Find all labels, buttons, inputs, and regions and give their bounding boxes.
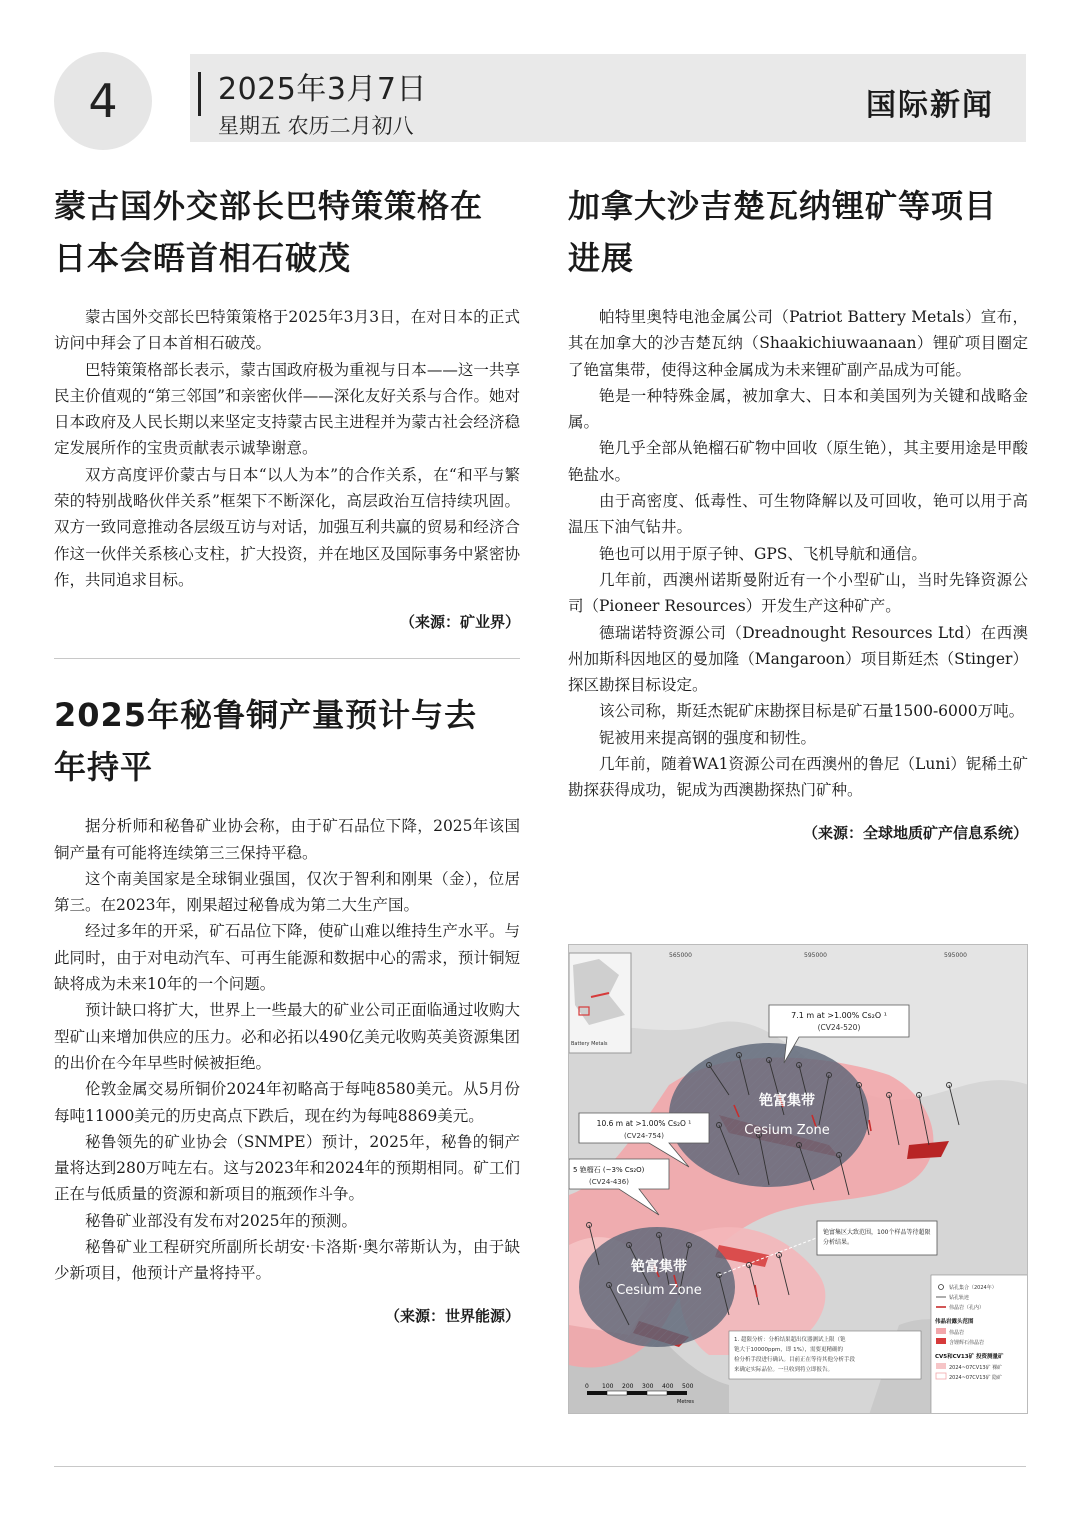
paragraph: 巴特策策格部长表示，蒙古国政府极为重视与日本——这一共享民主价值观的“第三邻国”和亲密伙伴——深化友好关系与合作。她对日本政府及人民长期以来坚定支持蒙古民主进程并为蒙古社会经济稳定发展所作的宝贵贡献表示诚挚谢意。 bbox=[54, 360, 520, 458]
paragraph: 秘鲁矿业部没有发布对2025年的预测。 bbox=[85, 1211, 357, 1230]
paragraph: 几年前，西澳州诺斯曼附近有一个小型矿山，当时先锋资源公司（Pioneer Resources）开发生产这种矿产。 bbox=[568, 570, 1028, 616]
note-text: 铯富集区大致范围，100个样品等待超限 bbox=[823, 1229, 931, 1236]
article-canada-lithium bbox=[568, 180, 1028, 843]
paragraph: 铯是一种特殊金属，被加拿大、日本和美国列为关键和战略金属。 bbox=[568, 386, 1028, 432]
paragraph: 预计缺口将扩大，世界上一些最大的矿业公司正面临通过收购大型矿山来增加供应的压力。必和必拓以490亿美元收购英美资源集团的出价在今年早些时候被拒绝。 bbox=[54, 1001, 520, 1072]
map-svg bbox=[569, 945, 1028, 1414]
paragraph: 由于高密度、低毒性、可生物降解以及可回收，铯可以用于高温压下油气钻井。 bbox=[568, 492, 1028, 537]
scale-unit: Metres bbox=[677, 1399, 694, 1405]
footnote-text: 铯大于10000ppm，即 1%），需要更精确的 bbox=[734, 1347, 844, 1353]
paragraph: 秘鲁领先的矿业协会（SNMPE）预计，2025年，秘鲁的铜产量将达到280万吨左右。这与2023年和2024年的预期相同。矿工们正在与低质量的资源和新项目的瓶颈作斗争。 bbox=[54, 1132, 520, 1204]
headline-line: 蒙古国外交部长巴特策策格在 bbox=[54, 187, 484, 225]
legend-group-title: CV5和CV13矿 投资测量矿 bbox=[935, 1354, 1004, 1360]
callout-subtext: (CV24-436) bbox=[589, 1178, 629, 1186]
legend-item: 钻孔轨迹 bbox=[949, 1295, 970, 1301]
paragraph: 该公司称，斯廷杰铌矿床勘探目标是矿石量1500-6000万吨。 bbox=[599, 702, 1025, 721]
legend-swatch bbox=[936, 1328, 946, 1334]
inset-caption: Battery Metals bbox=[571, 1041, 608, 1047]
page-bottom-rule bbox=[54, 1466, 1026, 1467]
headline-line: 加拿大沙吉楚瓦纳锂矿等项目 bbox=[568, 187, 998, 225]
legend-item: 2024~07CV13矿 裸矿 bbox=[949, 1365, 1003, 1371]
article-body bbox=[54, 813, 520, 1286]
callout-subtext: (CV24-754) bbox=[624, 1132, 664, 1140]
footnote-text: 来确定实际品位。一旦收到将立即报告。 bbox=[734, 1367, 834, 1373]
zone-label-cn: 铯富集带 bbox=[759, 1093, 815, 1109]
footnote-text: 1. 超限分析：分析结果超出仪器测试上限（铯 bbox=[734, 1337, 846, 1343]
callout-text: 5 铯榴石 (~3% Cs₂O) bbox=[573, 1166, 645, 1174]
zone-label-cn: 铯富集带 bbox=[631, 1259, 687, 1275]
article-headline bbox=[54, 180, 520, 284]
section-title: 国际新闻 bbox=[866, 88, 994, 123]
legend-item: 伟晶岩（孔内） bbox=[949, 1305, 985, 1311]
footnote-text: 检分析手段进行确认。目前正在等待其他分析手段 bbox=[734, 1357, 856, 1363]
scale-label: 500 bbox=[682, 1383, 694, 1390]
article-headline bbox=[54, 689, 520, 793]
paragraph: 铯几乎全部从铯榴石矿物中回收（原生铯），其主要用途是甲酸铯盐水。 bbox=[568, 439, 1028, 484]
header-divider bbox=[198, 72, 201, 116]
grid-label: 565000 bbox=[669, 952, 692, 959]
paragraph: 这个南美国家是全球铜业强国，仅次于智利和刚果（金），位居第三。在2023年，刚果超过秘鲁成为第二大生产国。 bbox=[54, 869, 520, 915]
headline-line: 日本会晤首相石破茂 bbox=[54, 239, 352, 277]
legend-item: 2024~07CV13矿 隐矿 bbox=[949, 1375, 1003, 1381]
article-source: （来源：全球地质矿产信息系统） bbox=[802, 823, 1028, 842]
article-headline bbox=[568, 180, 1028, 284]
scale-label: 400 bbox=[662, 1383, 674, 1390]
paragraph: 帕特里奥特电池金属公司（Patriot Battery Metals）宣布，其在加拿大的沙吉楚瓦纳（Shaakichiuwaanaan）锂矿项目圈定了铯富集带，使得这种金属成为未来锂矿副产品成为可能。 bbox=[568, 308, 1028, 379]
scale-label: 200 bbox=[622, 1383, 634, 1390]
scale-label: 100 bbox=[602, 1383, 614, 1390]
grid-label: 595000 bbox=[944, 952, 967, 959]
weekday-lunar-date: 星期五 农历二月初八 bbox=[218, 114, 414, 138]
paragraph: 经过多年的开采，矿石品位下降，使矿山难以维持生产水平。与此同时，由于对电动汽车、可再生能源和数据中心的需求，预计铜短缺将成为未来10年的一个问题。 bbox=[54, 922, 520, 994]
left-column bbox=[54, 180, 520, 1326]
paragraph: 德瑞诺特资源公司（Dreadnought Resources Ltd）在西澳州加斯科因地区的曼加隆（Mangaroon）项目斯廷杰（Stinger）探区勘探目标设定。 bbox=[568, 623, 1028, 695]
callout-text: 7.1 m at >1.00% Cs₂O ¹ bbox=[791, 1011, 887, 1020]
legend-swatch bbox=[936, 1338, 946, 1344]
paragraph: 秘鲁矿业工程研究所副所长胡安·卡洛斯·奥尔蒂斯认为，由于缺少新项目，他预计产量将持平。 bbox=[54, 1238, 520, 1283]
scale-label: 300 bbox=[642, 1383, 654, 1390]
headline-line: 进展 bbox=[568, 239, 635, 277]
headline-line: 2025年秘鲁铜产量预计与去 bbox=[54, 696, 478, 735]
article-body bbox=[54, 304, 520, 593]
legend-swatch bbox=[936, 1363, 946, 1369]
paragraph: 伦敦金属交易所铜价2024年初略高于每吨8580美元。从5月份每吨11000美元的历史高点下跌后，现在约为每吨8869美元。 bbox=[54, 1080, 520, 1125]
paragraph: 双方高度评价蒙古与日本“以人为本”的合作关系，在“和平与繁荣的特别战略伙伴关系”框架下不断深化，高层政治互信持续巩固。双方一致同意推动各层级互访与对话，加强互利共赢的贸易和经济合作这一伙伴关系核心支柱，扩大投资，并在地区及国际事务中紧密协作，共同追求目标。 bbox=[54, 465, 520, 589]
callout-subtext: (CV24-520) bbox=[817, 1023, 861, 1032]
right-column bbox=[568, 180, 1028, 843]
note-text: 分析结果。 bbox=[823, 1239, 854, 1246]
legend-group-title: 伟晶岩露头范围 bbox=[935, 1319, 974, 1325]
note-box bbox=[817, 1221, 937, 1255]
zone-label-en: Cesium Zone bbox=[616, 1283, 702, 1298]
article-separator bbox=[54, 658, 520, 659]
cesium-zone-map bbox=[568, 944, 1028, 1414]
paragraph: 据分析师和秘鲁矿业协会称，由于矿石品位下降，2025年该国铜产量有可能将连续第三三保持平稳。 bbox=[54, 817, 520, 862]
article-mongolia-japan bbox=[54, 180, 520, 632]
paragraph: 蒙古国外交部长巴特策策格于2025年3月3日，在对日本的正式访问中拜会了日本首相石破茂。 bbox=[54, 308, 520, 353]
legend-item: 含锂辉石伟晶岩 bbox=[949, 1340, 985, 1346]
headline-line: 年持平 bbox=[54, 748, 154, 787]
paragraph: 几年前，随着WA1资源公司在西澳州的鲁尼（Luni）铌稀土矿勘探获得成功，铌成为西澳勘探热门矿种。 bbox=[568, 755, 1028, 800]
article-source: （来源：世界能源） bbox=[384, 1306, 520, 1325]
zone-label-en: Cesium Zone bbox=[744, 1123, 830, 1138]
callout-text: 10.6 m at >1.00% Cs₂O ¹ bbox=[596, 1119, 692, 1128]
legend-swatch bbox=[936, 1373, 946, 1379]
grid-label: 595000 bbox=[804, 952, 827, 959]
page-number: 4 bbox=[54, 52, 152, 150]
article-body bbox=[568, 304, 1028, 804]
article-source: （来源：矿业界） bbox=[399, 613, 520, 632]
paragraph: 铯也可以用于原子钟、GPS、飞机导航和通信。 bbox=[599, 544, 927, 563]
issue-date: 2025年3月7日 bbox=[218, 72, 428, 107]
paragraph: 铌被用来提高钢的强度和韧性。 bbox=[599, 728, 817, 747]
legend-item: 钻孔集合（2024年） bbox=[949, 1285, 997, 1291]
legend-item: 伟晶岩 bbox=[949, 1330, 965, 1336]
scale-label: 0 bbox=[585, 1383, 589, 1390]
article-peru-copper bbox=[54, 689, 520, 1325]
